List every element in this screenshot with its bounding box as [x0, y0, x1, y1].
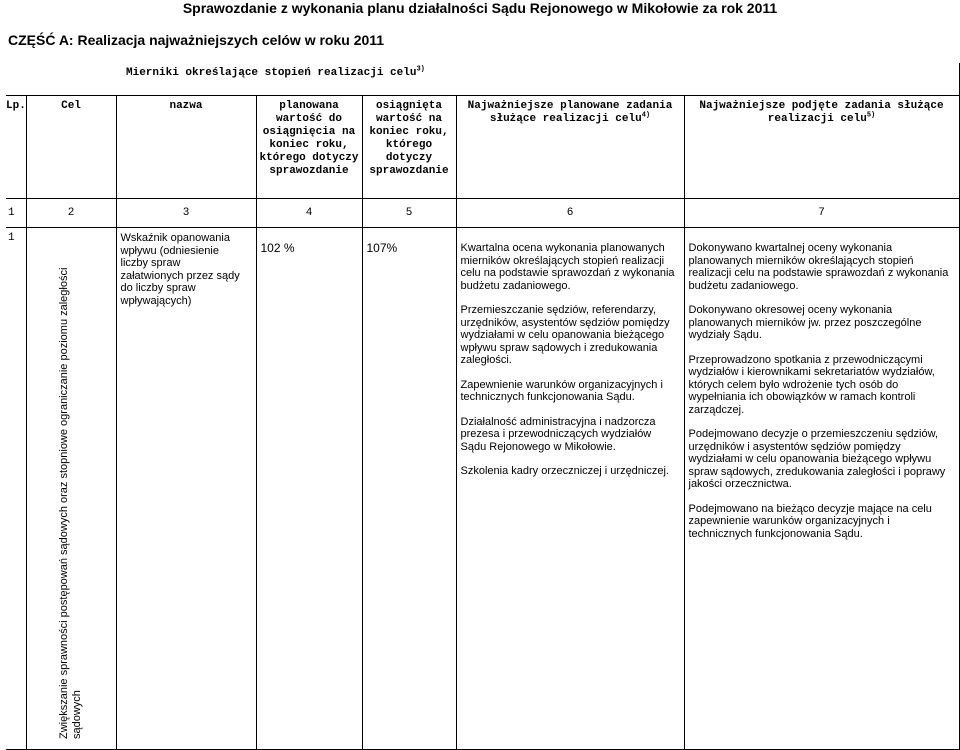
row-nazwa-text: Wskaźnik opanowania wpływu (odniesienie liczby spraw załatwionych przez sądy do liczby spraw wpływających): [120, 232, 240, 307]
undertaken-task: Przeprowadzono spotkania z przewodniczącymi wydziałów i kierownikami sekretariatów wydziałów, których celem było wdrożenie tych osób do wypełniania ich obowiązków w ramach kontroli zarządczej.: [688, 353, 935, 416]
planned-task: Działalność administracyjna i nadzorcza prezesa i przewodniczących wydziałów Sądu Rejonowego w Mikołowie.: [460, 415, 656, 453]
row-cel: [26, 228, 116, 750]
header-planowane-zadania: Najważniejsze planowane zadania służące realizacji celu$^{4)}$: [456, 96, 684, 199]
planned-task: Przemieszczanie sędziów, referendarzy, urzędników, asystentów sędziów pomiędzy wydziałami w celu opanowania bieżącego wpływu spraw sądowych i zredukowania zaległości.: [460, 304, 670, 366]
row-osiagnieta-value: 107%: [366, 241, 398, 255]
header-row: [6, 96, 959, 199]
row-podjete-zadania: [684, 228, 959, 750]
document-title: Sprawozdanie z wykonania planu działalności Sądu Rejonowego w Mikołowie za rok 2011: [182, 0, 778, 16]
row-planowana-value: 102 %: [260, 241, 295, 255]
undertaken-task: Podejmowano decyzje o przemieszczeniu sędziów, urzędników i asystentów sędziów pomiędzy wydziałami w celu opanowania bieżącego wpływu spraw sądowych, zredukowania zaległości i poprawy jakości orzecznictwa.: [688, 428, 946, 490]
undertaken-task: Dokonywano kwartalnej oceny wykonania planowanych mierników określających stopień realizacji celu na podstawie sprawozdań z wykonania budżetu zadaniowego.: [688, 242, 949, 292]
plan-table: [6, 63, 960, 750]
planned-task: Kwartalna ocena wykonania planowanych mierników określających stopień realizacji celu na podstawie sprawozdań z wykonania budżetu zadaniowego.: [460, 242, 675, 292]
part-heading: CZĘŚĆ A: Realizacja najważniejszych celów w roku 2011: [8, 32, 385, 48]
header-planowana: planowana wartość do osiągnięcia na koniec roku, którego dotyczy sprawozdanie: [256, 96, 362, 199]
column-number: 3: [116, 199, 256, 228]
table-row: [6, 228, 959, 750]
undertaken-task: Dokonywano okresowej oceny wykonania planowanych mierników jw. przez poszczególne wydziały Sądu.: [688, 304, 922, 341]
header-row-top: [6, 63, 959, 96]
column-number: 6: [456, 199, 684, 228]
row-osiagnieta: [362, 228, 456, 750]
row-nazwa: [116, 228, 256, 750]
column-numbers-row: [6, 199, 959, 228]
column-number: 7: [684, 199, 959, 228]
header-osiagnieta: osiągnięta wartość na koniec roku, którego dotyczy sprawozdanie: [362, 96, 456, 199]
header-nazwa: nazwa: [116, 96, 256, 199]
planned-task: Szkolenia kadry orzeczniczej i urzędniczej.: [460, 465, 669, 477]
column-number: 1: [6, 199, 26, 228]
column-number: 5: [362, 199, 456, 228]
mierniki-header: Mierniki określające stopień realizacji celu$^{3)}$: [6, 63, 959, 96]
undertaken-task: Podejmowano na bieżąco decyzje mające na celu zapewnienie warunków organizacyjnych i technicznych funkcjonowania Sądu.: [688, 502, 932, 540]
row-planowane-zadania: [456, 228, 684, 750]
row-lp: 1: [6, 228, 26, 750]
row-cel-text: Zwiększanie sprawności postępowań sądowych oraz stopniowe ograniczanie poziomu zaległości sądowych: [58, 267, 83, 739]
header-cel: Cel: [26, 96, 116, 199]
header-lp: Lp.: [6, 96, 26, 199]
planned-task: Zapewnienie warunków organizacyjnych i technicznych funkcjonowania Sądu.: [460, 378, 663, 403]
header-podjete-zadania: Najważniejsze podjęte zadania służące realizacji celu$^{5)}$: [684, 96, 959, 199]
row-planowana: [256, 228, 362, 750]
column-number: 2: [26, 199, 116, 228]
column-number: 4: [256, 199, 362, 228]
